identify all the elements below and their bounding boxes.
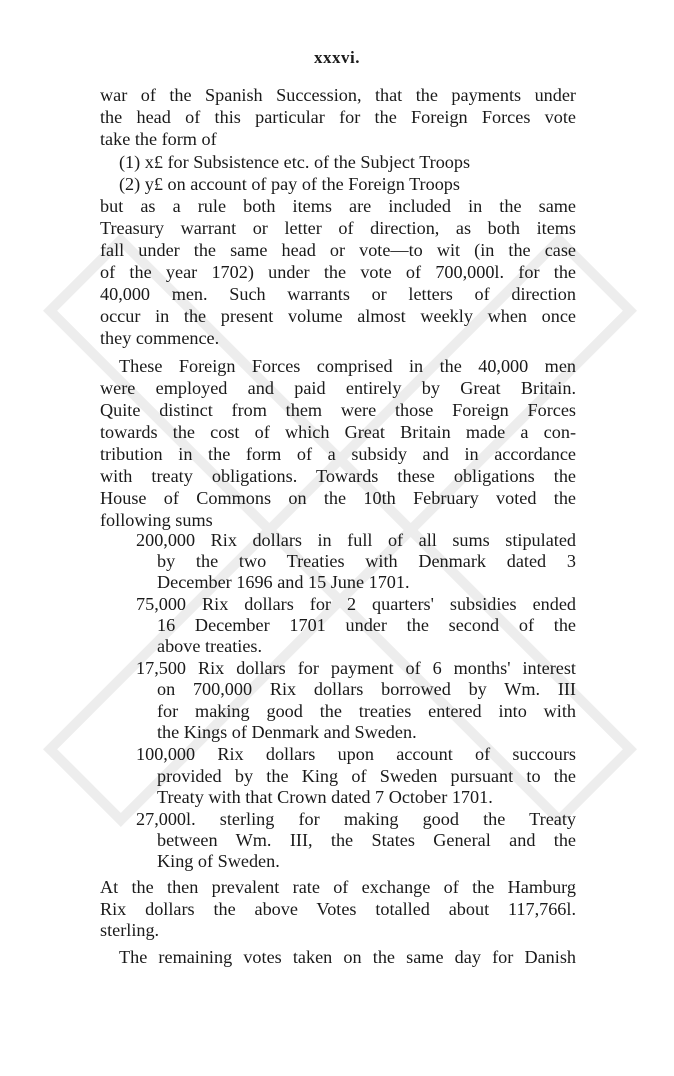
text-line: were employed and paid entirely by Great Britain. bbox=[100, 378, 576, 398]
text-line: war of the Spanish Succession, that the payments under bbox=[100, 85, 576, 105]
text-line: Rix dollars the above Votes totalled about 117,766l. bbox=[100, 899, 576, 919]
text-line: above treaties. bbox=[157, 636, 263, 656]
text-line: following sums bbox=[100, 510, 213, 530]
text-line: 100,000 Rix dollars upon account of succours bbox=[136, 744, 576, 764]
text-line: between Wm. III, the States General and the bbox=[157, 830, 576, 850]
text-line: Treasury warrant or letter of direction, as both items bbox=[100, 218, 576, 238]
text-line: the Kings of Denmark and Sweden. bbox=[157, 722, 417, 742]
text-line: with treaty obligations. Towards these obligations the bbox=[100, 466, 576, 486]
text-line: Treaty with that Crown dated 7 October 1701. bbox=[157, 787, 493, 807]
text-line: of the year 1702) under the vote of 700,000l. for the bbox=[100, 262, 576, 282]
text-line: provided by the King of Sweden pursuant to the bbox=[157, 766, 576, 786]
text-line: At the then prevalent rate of exchange of the Hamburg bbox=[100, 877, 576, 897]
text-line: the head of this particular for the Foreign Forces vote bbox=[100, 107, 576, 127]
text-line: for making good the treaties entered into with bbox=[157, 701, 576, 721]
text-line: 16 December 1701 under the second of the bbox=[157, 615, 576, 635]
text-line: House of Commons on the 10th February voted the bbox=[100, 488, 576, 508]
text-line: by the two Treaties with Denmark dated 3 bbox=[157, 551, 576, 571]
text-line: they commence. bbox=[100, 328, 220, 348]
text-line: The remaining votes taken on the same day for Danish bbox=[119, 947, 576, 967]
text-line: fall under the same head or vote—to wit (in the case bbox=[100, 240, 576, 260]
text-line: 27,000l. sterling for making good the Treaty bbox=[136, 809, 576, 829]
text-line: occur in the present volume almost weekly when once bbox=[100, 306, 576, 326]
text-line: (1) x£ for Subsistence etc. of the Subject Troops bbox=[119, 152, 471, 172]
text-line: take the form of bbox=[100, 129, 217, 149]
text-line: 40,000 men. Such warrants or letters of direction bbox=[100, 284, 576, 304]
text-line: These Foreign Forces comprised in the 40,000 men bbox=[119, 356, 576, 376]
text-line: 17,500 Rix dollars for payment of 6 months' interest bbox=[136, 658, 576, 678]
page-number: xxxvi. bbox=[314, 48, 360, 67]
text-line: 75,000 Rix dollars for 2 quarters' subsidies ended bbox=[136, 594, 576, 614]
text-line: towards the cost of which Great Britain made a con- bbox=[100, 422, 576, 442]
text-line: sterling. bbox=[100, 920, 160, 940]
text-line: 200,000 Rix dollars in full of all sums stipulated bbox=[136, 530, 576, 550]
text-line: tribution in the form of a subsidy and in accordance bbox=[100, 444, 576, 464]
text-line: on 700,000 Rix dollars borrowed by Wm. III bbox=[157, 679, 576, 699]
text-line: December 1696 and 15 June 1701. bbox=[157, 572, 410, 592]
text-line: King of Sweden. bbox=[157, 851, 280, 871]
text-line: Quite distinct from them were those Foreign Forces bbox=[100, 400, 576, 420]
text-line: (2) y£ on account of pay of the Foreign Troops bbox=[119, 174, 460, 194]
text-line: but as a rule both items are included in the same bbox=[100, 196, 576, 216]
